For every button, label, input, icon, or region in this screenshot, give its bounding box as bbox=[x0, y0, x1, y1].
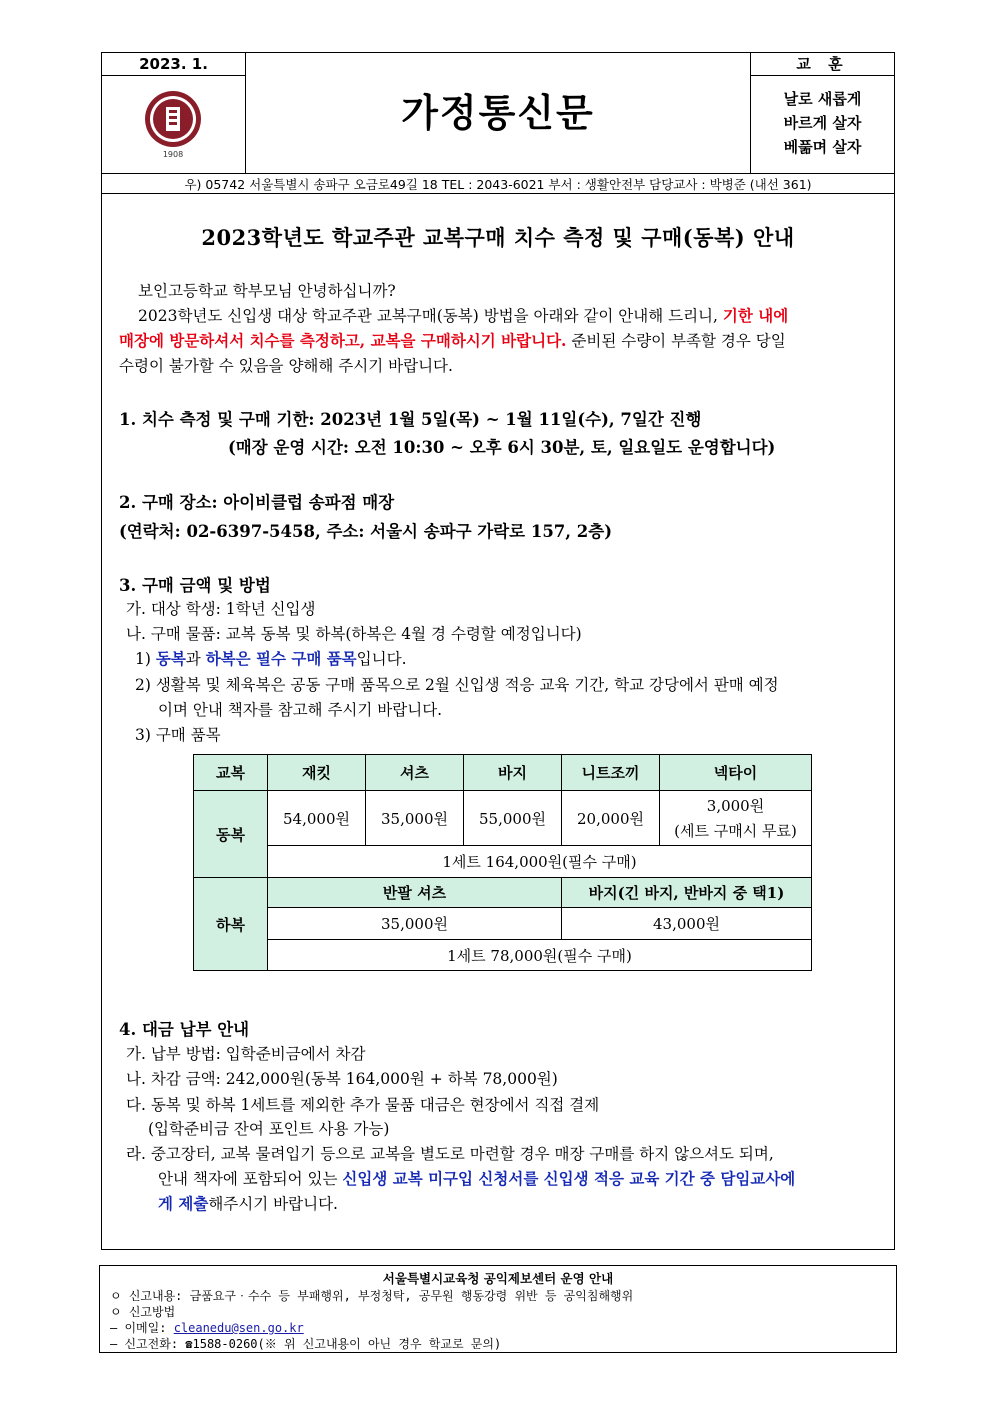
item-note-2-cont: 이며 안내 책자를 참고해 주시기 바랍니다. bbox=[158, 701, 443, 719]
item-note-2: 2) 생활복 및 체육복은 공동 구매 품목으로 2월 신입생 적응 교육 기간, 학교 강당에서 판매 예정 bbox=[135, 676, 779, 694]
additional-payment-note: (입학준비금 잔여 포인트 사용 가능) bbox=[148, 1120, 390, 1138]
greeting: 보인고등학교 학부모님 안녕하십니까? bbox=[138, 282, 396, 300]
letterhead-left bbox=[102, 53, 246, 173]
motto-heading: 교 훈 bbox=[751, 53, 894, 76]
table-row bbox=[194, 940, 812, 971]
summer-set-price: 1세트 78,000원(필수 구매) bbox=[268, 940, 812, 971]
winter-set-price: 1세트 164,000원(필수 구매) bbox=[268, 846, 812, 878]
email-link[interactable]: cleanedu@sen.go.kr bbox=[173, 1321, 304, 1335]
intro-line-2: 매장에 방문하셔서 치수를 측정하고, 교복을 구매하시기 바랍니다. 준비된 수량이 부족할 경우 당일 bbox=[119, 331, 786, 350]
target-students: 가. 대상 학생: 1학년 신입생 bbox=[126, 600, 316, 618]
table-header: 넥타이 bbox=[660, 755, 812, 791]
school-address: 우) 05742 서울특별시 송파구 오금로49길 18 TEL : 2043-6021 부서 : 생활안전부 담당교사 : 박병준 (내선 361) bbox=[102, 173, 894, 195]
report-content: ㅇ 신고내용: 금품요구‧수수 등 부패행위, 부정청탁, 공무원 행동강령 위반 등 공익침해행위 bbox=[110, 1289, 634, 1303]
alternative-note-3: 게 제출해주시기 바랍니다. bbox=[158, 1194, 338, 1213]
school-emblem-icon bbox=[142, 89, 204, 159]
table-row bbox=[194, 878, 812, 908]
table-row bbox=[194, 791, 812, 846]
table-cell: 43,000원 bbox=[562, 908, 812, 940]
motto-line: 베풂며 살자 bbox=[783, 138, 862, 156]
table-cell: 35,000원 bbox=[366, 791, 464, 846]
table-header-row bbox=[194, 755, 812, 791]
table-cell: 20,000원 bbox=[562, 791, 660, 846]
notice-body bbox=[101, 194, 895, 1250]
winter-label: 동복 bbox=[194, 791, 268, 878]
store-contact: (연락처: 02-6397-5458, 주소: 서울시 송파구 가락로 157, 2층) bbox=[119, 522, 613, 541]
store-hours: (매장 운영 시간: 오전 10:30 ~ 오후 6시 30분, 토, 일요일도 운영합니다) bbox=[228, 438, 776, 457]
table-header: 반팔 셔츠 bbox=[268, 878, 562, 908]
tie-price: 3,000원 bbox=[706, 797, 765, 815]
summer-label: 하복 bbox=[194, 878, 268, 971]
report-email: – 이메일: cleanedu@sen.go.kr bbox=[110, 1321, 304, 1335]
section-1-heading: 1. 치수 측정 및 구매 기한: 2023년 1월 5일(목) ~ 1월 11일(수), 7일간 진행 bbox=[119, 410, 702, 429]
whistleblower-notice bbox=[99, 1265, 897, 1353]
school-motto bbox=[751, 87, 894, 159]
table-header: 교복 bbox=[194, 755, 268, 791]
intro-line-3: 수령이 불가할 수 있음을 양해해 주시기 바랍니다. bbox=[119, 357, 453, 375]
table-cell: 54,000원 bbox=[268, 791, 366, 846]
table-header: 바지 bbox=[464, 755, 562, 791]
notice-title: 서울특별시교육청 공익제보센터 운영 안내 bbox=[382, 1271, 614, 1286]
motto-line: 날로 새롭게 bbox=[783, 90, 862, 108]
issue-date: 2023. 1. bbox=[102, 53, 245, 76]
additional-payment: 다. 동복 및 하복 1세트를 제외한 추가 물품 대금은 현장에서 직접 결제 bbox=[126, 1096, 600, 1114]
payment-method: 가. 납부 방법: 입학준비금에서 차감 bbox=[126, 1045, 366, 1063]
table-row bbox=[194, 846, 812, 878]
table-header: 니트조끼 bbox=[562, 755, 660, 791]
table-cell: 35,000원 bbox=[268, 908, 562, 940]
letterhead bbox=[101, 52, 895, 194]
table-cell: 55,000원 bbox=[464, 791, 562, 846]
tie-note: (세트 구매시 무료) bbox=[674, 822, 797, 840]
motto-line: 바르게 살자 bbox=[783, 114, 862, 132]
uniform-price-table bbox=[193, 754, 812, 971]
deduction-amount: 나. 차감 금액: 242,000원(동복 164,000원 + 하복 78,000원) bbox=[126, 1070, 558, 1088]
report-phone: – 신고전화: ☎1588-0260(※ 위 신고내용이 아닌 경우 학교로 문의) bbox=[110, 1337, 502, 1351]
section-2-heading: 2. 구매 장소: 아이비클럽 송파점 매장 bbox=[119, 493, 395, 512]
emblem-year: 1908 bbox=[162, 150, 184, 159]
purchase-items: 나. 구매 물품: 교복 동복 및 하복(하복은 4월 경 수령할 예정입니다) bbox=[126, 625, 582, 643]
section-4-heading: 4. 대금 납부 안내 bbox=[119, 1020, 250, 1039]
table-row bbox=[194, 908, 812, 940]
report-method: ㅇ 신고방법 bbox=[110, 1305, 176, 1319]
intro-line-1: 2023학년도 신입생 대상 학교주관 교복구매(동복) 방법을 아래와 같이 안내해 드리니, 기한 내에 bbox=[138, 306, 789, 325]
document-title: 2023학년도 학교주관 교복구매 치수 측정 및 구매(동복) 안내 bbox=[201, 225, 795, 250]
alternative-note-2: 안내 책자에 포함되어 있는 신입생 교복 미구입 신청서를 신입생 적응 교육 기간 중 담임교사에 bbox=[158, 1169, 796, 1188]
item-note-3: 3) 구매 품목 bbox=[135, 726, 221, 744]
table-header: 바지(긴 바지, 반바지 중 택1) bbox=[562, 878, 812, 908]
letterhead-right bbox=[750, 53, 894, 173]
newsletter-title: 가정통신문 bbox=[401, 91, 595, 135]
section-3-heading: 3. 구매 금액 및 방법 bbox=[119, 576, 271, 595]
table-header: 셔츠 bbox=[366, 755, 464, 791]
table-header: 재킷 bbox=[268, 755, 366, 791]
alternative-note-1: 라. 중고장터, 교복 물려입기 등으로 교복을 별도로 마련할 경우 매장 구매를 하지 않으셔도 되며, bbox=[126, 1145, 774, 1163]
item-note-1: 1) 동복과 하복은 필수 구매 품목입니다. bbox=[135, 649, 407, 668]
table-cell bbox=[660, 791, 812, 846]
